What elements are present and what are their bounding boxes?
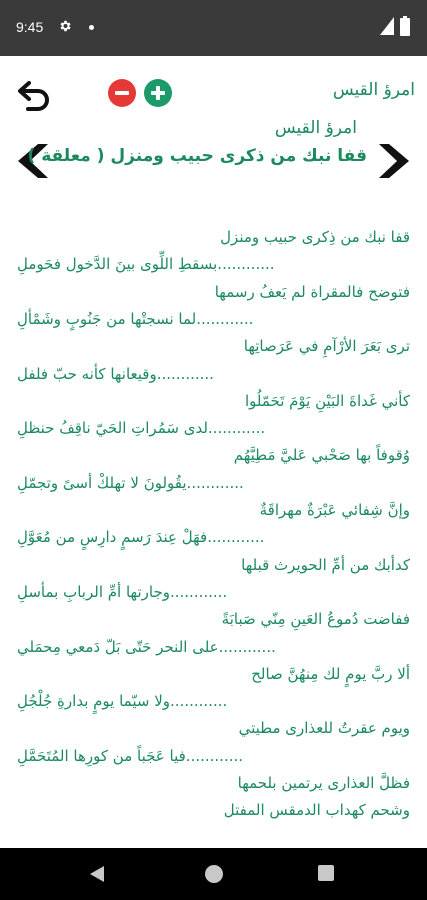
verse-second-half: فهَلْ عِندَ رَسمٍ دارِسٍ من مُعَوَّلِ............	[17, 528, 265, 547]
signal-icon	[380, 17, 394, 35]
back-arrow-icon[interactable]	[16, 77, 52, 113]
verse-second-half: وجارتها أمِّ الربابِ بمأسلِ............	[17, 582, 228, 601]
verse-second-half: فيا عَجَباً من كورِها المُتَحَمَّلِ............	[17, 746, 244, 765]
verse-first-half: ففاضت دُموعُ العَينِ مِنّي صَبابَةً	[221, 610, 410, 629]
nav-home-icon[interactable]	[205, 865, 223, 883]
verse-first-half: فظلَّ العذارى يرتمين بلحمها	[237, 774, 410, 792]
verse-first-half: وإنَّ شِفائي عَبْرَةٌ مهراقَةٌ	[259, 501, 410, 519]
verse-second-half: لما نسجتْها من جَنُوبٍ وشَمْألِ............	[17, 309, 254, 328]
verse-second-half: ولا سيّما يومٍ بدارةِ جُلْجُلِ............	[17, 692, 228, 711]
verse-first-half: ألا ربَّ يومٍ لك مِنهُنَّ صالح	[251, 664, 410, 683]
verse-second-half: وقيعانها كأنه حبّ فلفل............	[17, 364, 214, 383]
verse-first-half: قفا نبك من ذِكرى حبيب ومنزل	[220, 228, 410, 246]
settings-gear-icon	[58, 19, 72, 33]
verse-first-half: ويوم عقرتُ للعذارى مطيتي	[238, 719, 410, 738]
status-bar	[0, 0, 427, 56]
next-chevron-icon[interactable]	[377, 144, 409, 178]
status-time: 9:45	[16, 19, 44, 35]
nav-back-icon[interactable]	[90, 866, 104, 882]
verse-first-half: كأني غَداةَ البَيْنِ يَوْمَ تَحَمّلُوا	[244, 391, 410, 410]
notification-dot-icon	[89, 25, 94, 30]
verse-first-half: كدأبك من أمِّ الحويرث قبلها	[241, 555, 410, 574]
battery-icon	[400, 16, 410, 36]
author-name: امرؤ القيس	[332, 80, 415, 100]
verse-first-half: وشحم كهداب الدمقس المفتل	[223, 801, 410, 820]
poem-title: قفا نبك من ذكرى حبيب ومنزل ( معلقة )	[27, 146, 367, 166]
poem-text	[0, 224, 427, 836]
verse-second-half: لدى سَمُراتِ الحَيّ ناقِفُ حنظلِ............	[17, 419, 266, 438]
verse-second-half: يقُولونَ لا تهلكْ أسىً وتجمّلِ............	[17, 473, 244, 492]
verse-first-half: ترى بَعَرَ الأرْآمِ في عَرَصاتِها	[243, 337, 410, 356]
verse-first-half: وُقوفاً بها صَحْبي عَليَّ مَطِيَّهُم	[233, 446, 410, 465]
nav-recents-icon[interactable]	[318, 865, 334, 881]
zoom-in-button[interactable]	[144, 79, 172, 107]
author-subtitle: امرؤ القيس	[274, 118, 357, 138]
zoom-out-button[interactable]	[108, 79, 136, 107]
verse-second-half: بسقطِ اللِّوى بينَ الدَّخول فحَوملِ............	[17, 255, 275, 274]
verse-second-half: على النحر حَتّى بَلّ دَمعي مِحمَلي............	[17, 637, 276, 656]
verse-first-half: فتوضح فالمقراة لم يَعفُ رسمها	[214, 282, 410, 301]
